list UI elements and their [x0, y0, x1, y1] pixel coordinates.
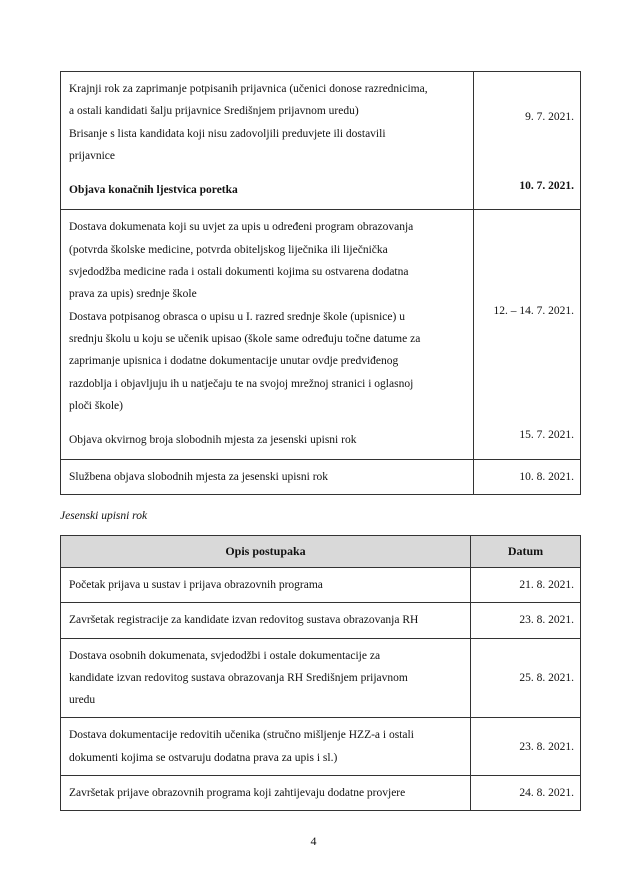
table-row [61, 460, 581, 494]
table-row [61, 72, 581, 210]
description-line-bold: Objava konačnih ljestvica poretka [69, 184, 238, 197]
header-date: Datum [471, 536, 581, 568]
header-description: Opis postupaka [61, 536, 471, 568]
row-description [61, 210, 474, 460]
row-date: 24. 8. 2021. [471, 776, 581, 811]
description-line: Završetak prijave obrazovnih programa koji zahtijevaju dodatne provjere [69, 787, 406, 800]
table-row [61, 210, 581, 460]
description-line: Krajnji rok za zaprimanje potpisanih prijavnica (učenici donose razrednicima, [69, 83, 428, 95]
description-line: Službena objava slobodnih mjesta za jesenski upisni rok [69, 471, 329, 484]
description-line: zaprimanje upisnica i dodatne dokumentacije unutar ovdje predviđenog [69, 355, 399, 368]
page-number: 4 [310, 834, 317, 848]
row-description [61, 568, 471, 603]
table-header-row [61, 536, 581, 568]
table-row [61, 718, 581, 776]
row-date: 12. – 14. 7. 2021. [493, 305, 574, 318]
description-line: srednju školu u koju se učenik upisao (škole same određuju točne datume za [69, 332, 421, 345]
description-line: Dostava dokumentacije redovitih učenika (stručno mišljenje HZZ-a i ostali [69, 729, 414, 742]
description-line: Brisanje s lista kandidata koji nisu zadovoljili preduvjete ili dostavili [69, 127, 386, 140]
row-date: 23. 8. 2021. [471, 718, 581, 776]
row-date-cell [474, 72, 581, 210]
schedule-table-autumn [60, 535, 581, 811]
description-line: svjedodžba medicine rada i ostali dokumenti kojima su ostvarena dodatna [69, 266, 409, 279]
table-row [61, 603, 581, 638]
row-description [61, 72, 474, 210]
description-line: Dostava osobnih dokumenata, svjedodžbi i ostale dokumentacije za [69, 649, 381, 662]
description-line: prava za upis) srednje škole [69, 288, 197, 301]
row-description [61, 638, 471, 718]
row-date-cell [474, 210, 581, 460]
description-line: uredu [69, 694, 96, 707]
row-date: 15. 7. 2021. [519, 429, 574, 442]
table-row [61, 776, 581, 811]
description-line: a ostali kandidati šalju prijavnice Središnjem prijavnom uredu) [69, 105, 359, 118]
description-line: Objava okvirnog broja slobodnih mjesta za jesenski upisni rok [69, 434, 357, 447]
description-line: Završetak registracije za kandidate izvan redovitog sustava obrazovanja RH [69, 614, 419, 627]
section-caption: Jesenski upisni rok [60, 510, 148, 522]
description-line: Početak prijava u sustav i prijava obrazovnih programa [69, 579, 323, 591]
description-line: prijavnice [69, 149, 115, 162]
description-line: dokumenti kojima se ostvaruju dodatna prava za upis i sl.) [69, 751, 338, 764]
row-date: 21. 8. 2021. [471, 568, 581, 603]
description-line: Dostava potpisanog obrasca o upisu u I. razred srednje škole (upisnice) u [69, 310, 405, 323]
description-line: (potvrda školske medicine, potvrda obiteljskog liječnika ili liječnička [69, 243, 388, 256]
row-date-bold: 10. 7. 2021. [519, 180, 574, 192]
row-description [61, 718, 471, 776]
description-line: razdoblja i objavljuju ih u natječaju te na svojoj mrežnoj stranici i oglasnoj [69, 377, 414, 390]
row-date: 23. 8. 2021. [471, 603, 581, 638]
table-row [61, 638, 581, 718]
row-date: 9. 7. 2021. [525, 111, 574, 123]
description-line: kandidate izvan redovitog sustava obrazovanja RH Središnjem prijavnom [69, 671, 408, 684]
row-description [61, 603, 471, 638]
row-date: 10. 8. 2021. [519, 471, 574, 484]
schedule-table-summer [60, 71, 581, 495]
row-date: 25. 8. 2021. [471, 638, 581, 718]
row-description [61, 460, 474, 494]
description-line: Dostava dokumenata koji su uvjet za upis u određeni program obrazovanja [69, 221, 414, 234]
row-date-cell [474, 460, 581, 494]
row-description [61, 776, 471, 811]
description-line: ploči škole) [69, 399, 123, 412]
table-row [61, 568, 581, 603]
